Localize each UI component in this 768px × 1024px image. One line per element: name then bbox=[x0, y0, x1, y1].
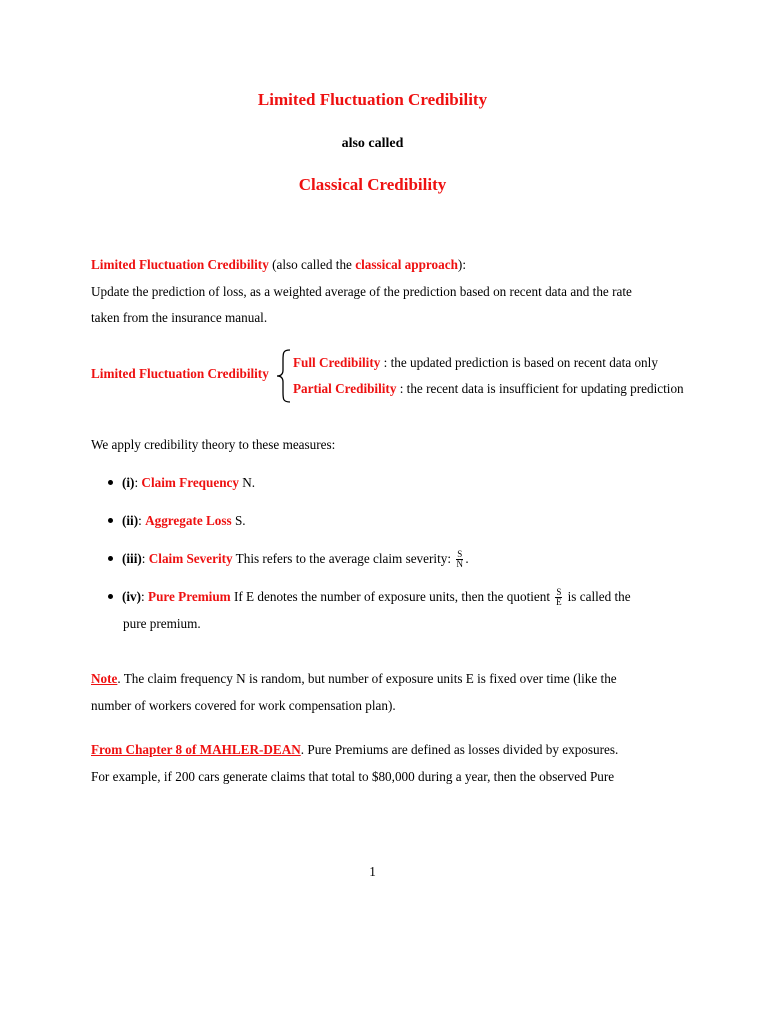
intro-line-1: Update the prediction of loss, as a weighted average of the prediction based on recent data and the rate bbox=[91, 283, 632, 299]
partial-credibility-text: : the recent data is insufficient for updating prediction bbox=[396, 381, 684, 396]
chapter-line-2: For example, if 200 cars generate claims that total to $80,000 during a year, then the observed Pure bbox=[91, 768, 615, 784]
full-credibility-line bbox=[293, 355, 658, 371]
fraction bbox=[456, 550, 463, 569]
note-label: Note bbox=[91, 671, 118, 686]
bullet-number: (i) bbox=[122, 475, 135, 490]
list-item: (i): Claim Frequency N. bbox=[108, 470, 255, 497]
bullet-text: This refers to the average claim severity: bbox=[232, 551, 455, 566]
intro-paragraph bbox=[91, 252, 731, 332]
bullet-number: (ii) bbox=[122, 513, 139, 528]
intro-term2: classical approach bbox=[355, 257, 458, 272]
note-line-2: number of workers covered for work compensation plan). bbox=[91, 697, 396, 713]
bullet-after: is called the bbox=[564, 589, 631, 604]
measures-intro: We apply credibility theory to these measures: bbox=[91, 437, 336, 452]
chapter-line-1: . Pure Premiums are defined as losses divided by exposures. bbox=[300, 742, 619, 757]
brace-label-text: Limited Fluctuation Credibility bbox=[91, 366, 269, 381]
partial-credibility-term: Partial Credibility bbox=[293, 381, 397, 396]
note-line-1: . The claim frequency N is random, but number of exposure units E is fixed over time (like the bbox=[117, 671, 617, 686]
fraction-numerator: S bbox=[457, 549, 463, 560]
fraction-denominator: E bbox=[556, 597, 562, 608]
bullet-after: . bbox=[465, 551, 469, 566]
intro-line-2: taken from the insurance manual. bbox=[91, 310, 268, 325]
bullet-icon bbox=[108, 480, 113, 485]
bullet-icon bbox=[108, 518, 113, 523]
fraction bbox=[555, 588, 562, 607]
page-title-2: Classical Credibility bbox=[298, 175, 447, 194]
bullet-number: (iii) bbox=[122, 551, 142, 566]
list-item: (iv): Pure Premium If E denotes the number of exposure units, then the quotient $\frac{S}{E}$ is called the pure premium. bbox=[108, 584, 631, 637]
curly-brace-icon bbox=[274, 348, 294, 404]
list-item: (iii): Claim Severity This refers to the average claim severity: $\frac{S}{N}$ . bbox=[108, 546, 469, 573]
bullet-term: Pure Premium bbox=[148, 589, 231, 604]
bullet-term: Claim Frequency bbox=[141, 475, 239, 490]
intro-mid: (also called the bbox=[268, 257, 356, 272]
bullet-term: Claim Severity bbox=[148, 551, 233, 566]
bullet-text: S. bbox=[231, 513, 246, 528]
full-credibility-text: : the updated prediction is based on recent data only bbox=[380, 355, 658, 370]
bullet-term: Aggregate Loss bbox=[145, 513, 232, 528]
note-paragraph bbox=[91, 666, 731, 719]
fraction-numerator: S bbox=[556, 587, 562, 598]
bullet-icon bbox=[108, 556, 113, 561]
brace-label bbox=[91, 366, 269, 382]
bullet-continuation: pure premium. bbox=[123, 615, 201, 631]
list-item: (ii): Aggregate Loss S. bbox=[108, 508, 246, 535]
intro-line-0 bbox=[91, 252, 731, 279]
page-number: 1 bbox=[369, 864, 376, 879]
chapter-label: From Chapter 8 of MAHLER-DEAN bbox=[91, 742, 301, 757]
bullet-text: N. bbox=[238, 475, 256, 490]
page-title: Limited Fluctuation Credibility bbox=[257, 90, 488, 109]
partial-credibility-line bbox=[293, 381, 684, 397]
intro-term: Limited Fluctuation Credibility bbox=[91, 257, 269, 272]
intro-end: ): bbox=[457, 257, 466, 272]
fraction-denominator: N bbox=[456, 559, 464, 570]
full-credibility-term: Full Credibility bbox=[293, 355, 381, 370]
bullet-icon bbox=[108, 594, 113, 599]
bullet-text: If E denotes the number of exposure units, then the quotient bbox=[230, 589, 554, 604]
bullet-number: (iv) bbox=[122, 589, 142, 604]
subtitle-also-called: also called bbox=[341, 136, 404, 151]
chapter-paragraph bbox=[91, 737, 731, 790]
